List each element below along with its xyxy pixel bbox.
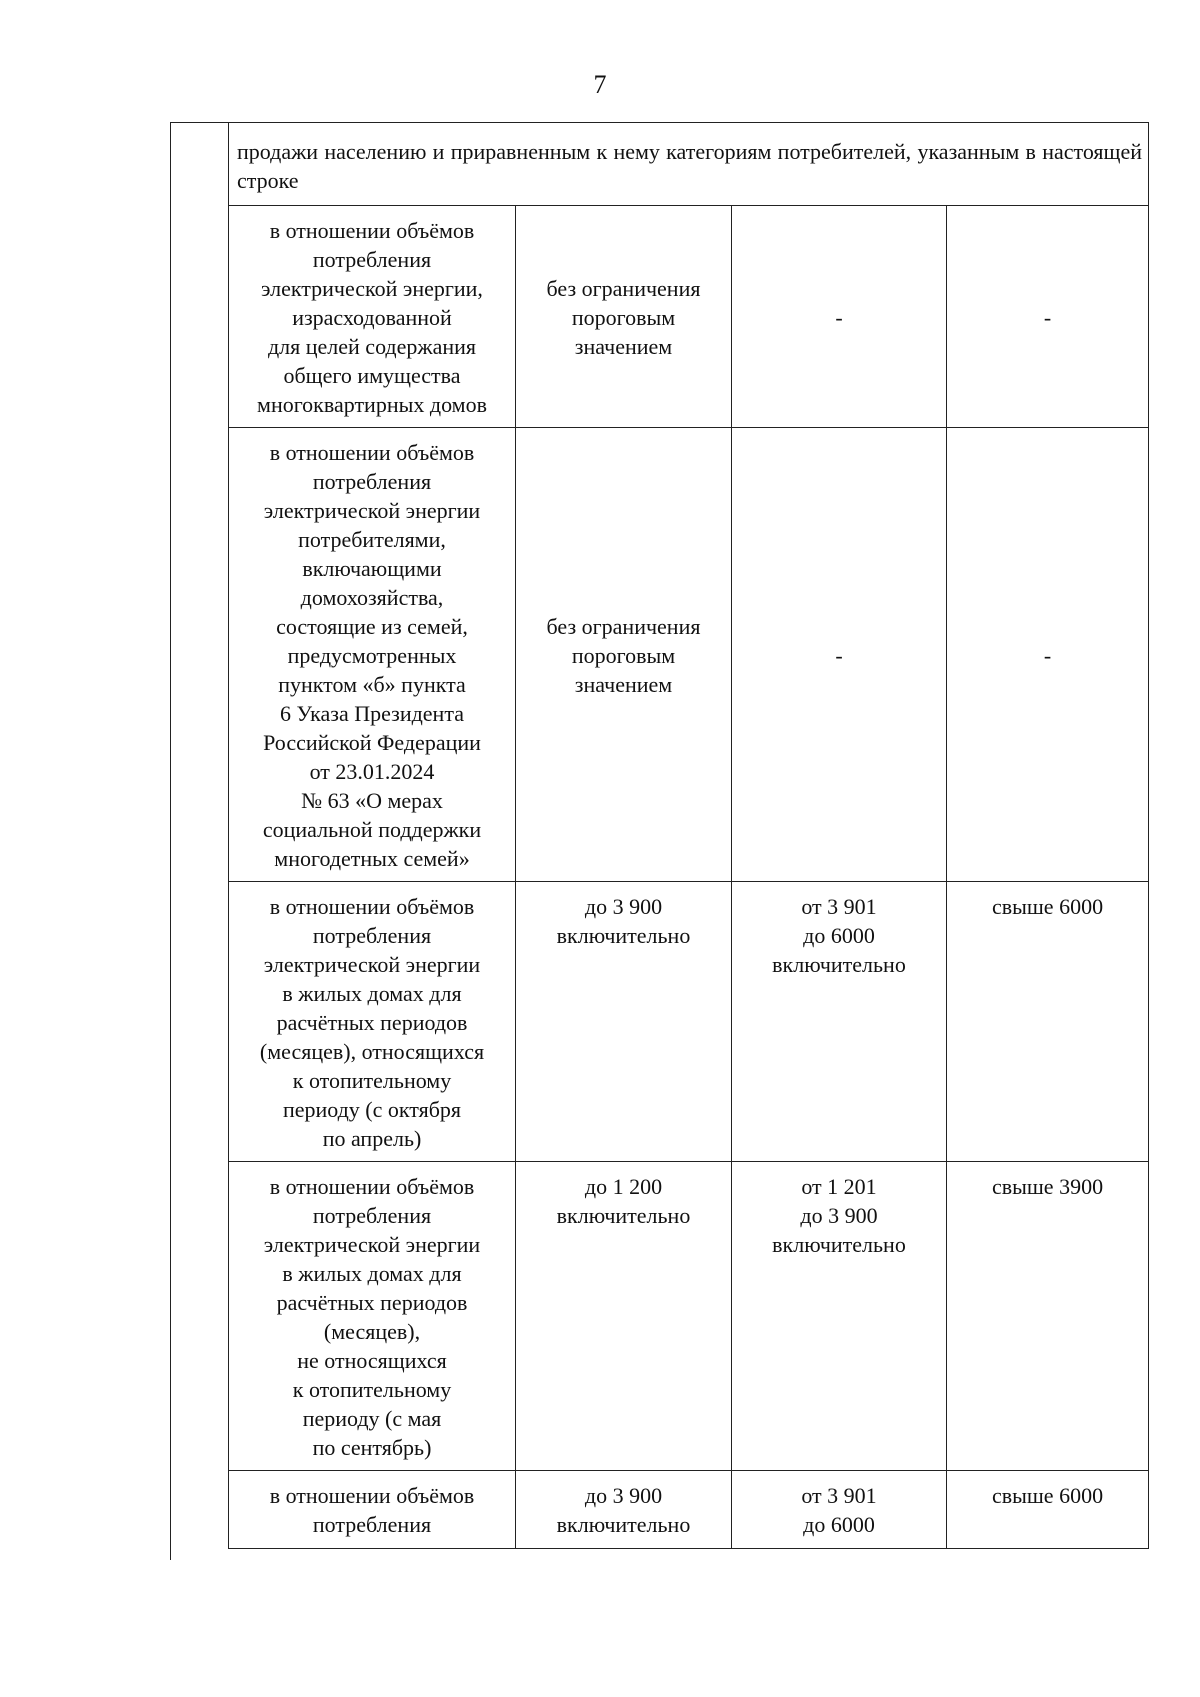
- range-cell-2: -: [732, 206, 947, 428]
- range-cell-1: до 3 900 включительно: [516, 882, 732, 1162]
- range-cell-3: -: [947, 206, 1149, 428]
- table-left-column: [170, 122, 228, 1560]
- range-cell-1: до 1 200 включительно: [516, 1162, 732, 1471]
- range-cell-3: свыше 6000: [947, 882, 1149, 1162]
- range-cell-3: свыше 3900: [947, 1162, 1149, 1471]
- description-cell: в отношении объёмов потребления электрической энергии в жилых домах для расчётных периодов (месяцев), относящихся к отопительному периоду (с октября по апрель): [229, 882, 516, 1162]
- intro-cell: продажи населению и приравненным к нему категориям потребителей, указанным в настоящей строке: [229, 123, 1149, 206]
- tariff-table: [228, 122, 1149, 1549]
- table-row: [229, 1162, 1149, 1471]
- description-cell: в отношении объёмов потребления электрической энергии в жилых домах для расчётных периодов (месяцев), не относящихся к отопительному периоду (с мая по сентябрь): [229, 1162, 516, 1471]
- range-cell-2: от 3 901 до 6000 включительно: [732, 882, 947, 1162]
- range-cell-3: свыше 6000: [947, 1471, 1149, 1549]
- description-cell: в отношении объёмов потребления электрической энергии, израсходованной для целей содержания общего имущества многоквартирных домов: [229, 206, 516, 428]
- table-row: [229, 882, 1149, 1162]
- description-cell: в отношении объёмов потребления: [229, 1471, 516, 1549]
- table-row: [229, 1471, 1149, 1549]
- description-cell: в отношении объёмов потребления электрической энергии потребителями, включающими домохозяйства, состоящие из семей, предусмотренных пунктом «б» пункта 6 Указа Президента Российской Федерации от 23.01.2024 № 63 «О мерах социальной поддержки многодетных семей»: [229, 428, 516, 882]
- page-number: 7: [593, 70, 607, 99]
- range-cell-1: без ограничения пороговым значением: [516, 428, 732, 882]
- table-row: [229, 428, 1149, 882]
- range-cell-2: от 3 901 до 6000: [732, 1471, 947, 1549]
- table-row: [229, 206, 1149, 428]
- range-cell-1: до 3 900 включительно: [516, 1471, 732, 1549]
- range-cell-3: -: [947, 428, 1149, 882]
- table-row-intro: [229, 123, 1149, 206]
- range-cell-2: от 1 201 до 3 900 включительно: [732, 1162, 947, 1471]
- range-cell-1: без ограничения пороговым значением: [516, 206, 732, 428]
- range-cell-2: -: [732, 428, 947, 882]
